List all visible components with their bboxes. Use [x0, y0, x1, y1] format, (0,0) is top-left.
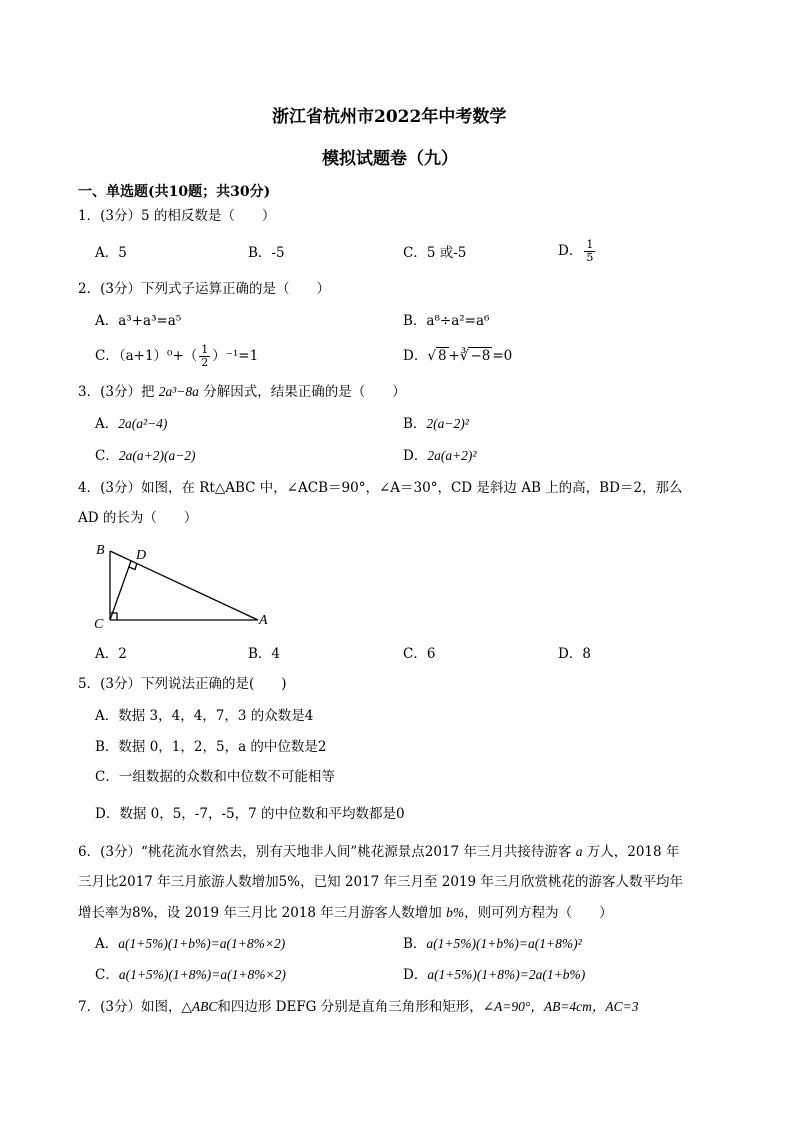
- question-6-line1: 6．(3分）“桃花流水窅然去，别有天地非人间”桃花源景点2017 年三月共接待游客 a 万人，2018 年: [78, 844, 680, 860]
- question-1-option-b: B．-5: [248, 245, 285, 261]
- question-1-option-c: C．5 或-5: [403, 245, 467, 261]
- question-2-option-a: A．a³+a³=a⁵: [95, 313, 182, 329]
- question-1-stem: 1．(3分）5 的相反数是（ ）: [78, 208, 276, 224]
- question-4-stem-line1: 4．(3分）如图，在 Rt△ABC 中，∠ACB＝90°，∠A＝30°，CD 是斜边 AB 上的高，BD＝2，那么: [78, 480, 683, 496]
- label-b: B: [96, 543, 105, 558]
- question-3-option-d: D．2a(a+2)²: [403, 448, 477, 464]
- question-4-option-a: A．2: [95, 646, 127, 662]
- question-5-option-b: B．数据 0，1，2，5，a 的中位数是2: [95, 739, 327, 755]
- question-4-option-b: B．4: [248, 646, 281, 662]
- page-title-line2: 模拟试题卷（九）: [322, 149, 458, 169]
- question-6-option-d: D．a(1+5%)(1+8%)=2a(1+b%): [403, 967, 586, 983]
- question-6-option-c: C．a(1+5%)(1+8%)=a(1+8%×2): [95, 967, 286, 983]
- question-3-option-c: C．2a(a+2)(a−2): [95, 448, 196, 464]
- question-4-option-c: C．6: [403, 646, 436, 662]
- option-label: D．: [558, 243, 583, 259]
- question-5-option-d: D．数据 0，5，-7，-5，7 的中位数和平均数都是0: [95, 806, 405, 822]
- question-6-option-a: A．a(1+5%)(1+b%)=a(1+8%×2): [95, 936, 286, 952]
- question-1-option-d: [558, 236, 597, 266]
- question-5-option-a: A．数据 3，4，4，7，3 的众数是4: [95, 708, 314, 724]
- label-c: C: [94, 617, 104, 632]
- label-a: A: [259, 613, 268, 628]
- question-6-line3: 增长率为8%，设 2019 年三月比 2018 年三月游客人数增加 b%，则可列方程为（ ）: [78, 905, 613, 921]
- fraction: $\frac{1}{2}$: [201, 343, 209, 369]
- side-ab: [110, 551, 258, 620]
- altitude-cd: [110, 561, 131, 620]
- question-2-option-d: D．√ 8 +∛ −8 =0: [403, 348, 513, 364]
- question-1-option-a: A．5: [95, 245, 127, 261]
- fraction: $\frac{1}{5}$: [586, 238, 594, 264]
- question-4-option-d: D．8: [558, 646, 591, 662]
- question-7-stem: 7．(3分）如图，△ABC和四边形 DEFG 分别是直角三角形和矩形，∠A=90°，AB=4cm，AC=3: [78, 999, 639, 1015]
- question-3-option-a: A．2a(a²−4): [95, 416, 168, 432]
- question-6-option-b: B．a(1+5%)(1+b%)=a(1+8%)²: [403, 936, 582, 952]
- question-2-option-b: B．a⁸÷a²=a⁶: [403, 313, 490, 329]
- question-3-option-b: B．2(a−2)²: [403, 416, 469, 432]
- question-4-stem-line2: AD 的长为（ ）: [78, 510, 198, 526]
- triangle-figure: [88, 538, 278, 633]
- question-2-stem: 2．(3分）下列式子运算正确的是（ ）: [78, 281, 330, 297]
- question-2-option-c: C．（a+1）⁰+（ $\frac{1}{2}$ ）⁻¹=1: [95, 343, 259, 369]
- page-title-line1: 浙江省杭州市2022年中考数学: [272, 107, 507, 127]
- question-6-line2: 三月比2017 年三月旅游人数增加5%，已知 2017 年三月至 2019 年三月欣赏桃花的游客人数平均年: [78, 874, 683, 890]
- question-3-stem: 3．(3分）把 2a³−8a 分解因式，结果正确的是（ ）: [78, 384, 406, 400]
- question-5-stem: 5．(3分）下列说法正确的是( ): [78, 676, 287, 692]
- question-5-option-c: C．一组数据的众数和中位数不可能相等: [95, 769, 335, 785]
- label-d: D: [136, 548, 147, 563]
- section-heading: 一、单选题(共10题；共30分): [78, 184, 271, 200]
